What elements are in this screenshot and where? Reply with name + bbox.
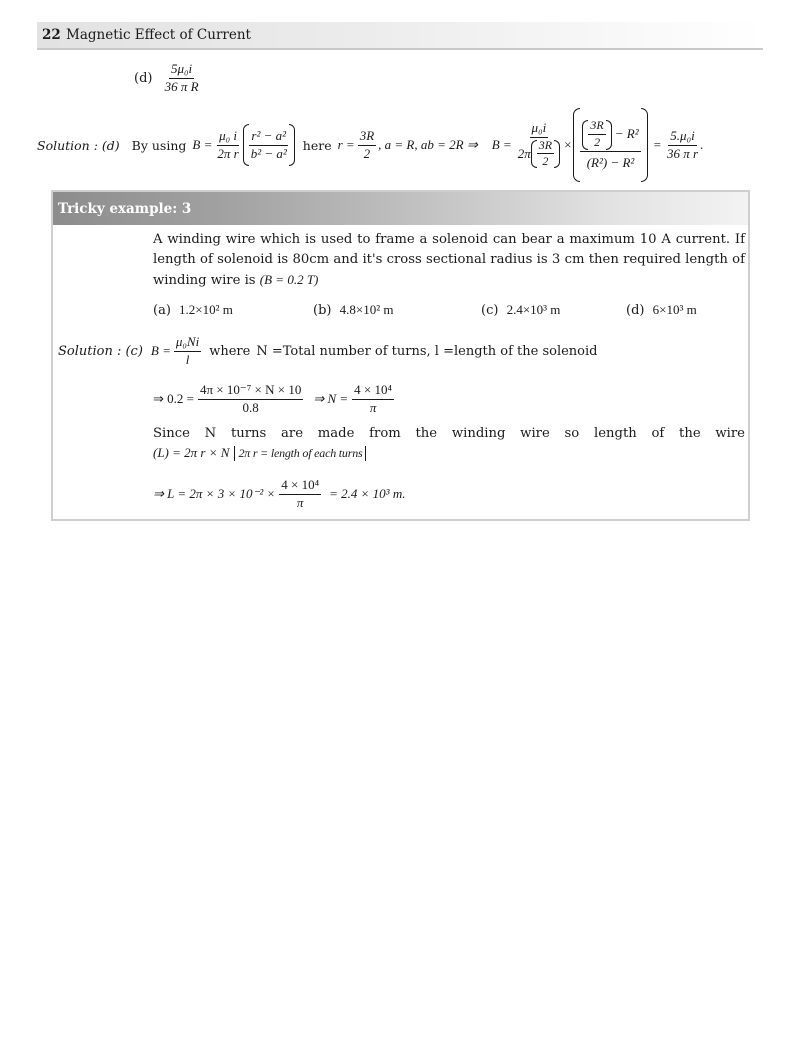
fraction-N [352,383,394,416]
fraction-numerator: 4π × 10⁻⁷ × N × 10 [198,383,303,400]
option-value: 6×10³ m [652,302,697,317]
fraction-numerator: 3R [358,129,376,146]
fraction-r2-a2 [249,129,289,162]
previous-option-d [134,62,201,95]
fraction-numerator: 5μ₀i [169,62,194,79]
step-1-lhs: ⇒ 0.2 = [153,391,194,406]
fraction-denominator: 2π r [217,145,239,161]
page-title: Magnetic Effect of Current [66,27,251,43]
where-text: where [209,343,251,359]
solution-line [37,107,703,183]
option-label: (c) [481,303,499,318]
period: . [700,137,704,152]
fraction-denominator: 2 [363,145,371,161]
right-paren [289,124,295,166]
right-brace [641,108,648,182]
fraction-numerator: 5.μ₀i [668,129,696,146]
here-text: here [302,137,332,153]
fraction-mu-N-i-over-l [174,335,201,368]
option-label: (a) [153,303,171,318]
tricky-example-title: Tricky example: 3 [58,201,192,217]
fraction-denominator: 36 π R [164,78,199,94]
tricky-solution-line [58,331,597,371]
option-label: (d) [134,70,153,86]
right-paren [554,140,560,168]
tricky-example-header [53,192,748,225]
step-2-result: = 2.4 × 10³ m. [329,486,406,501]
fraction-mu-over-2pir [215,129,240,162]
fraction-numerator [580,119,640,152]
times-sign: × [564,137,572,152]
page-header [37,22,763,50]
solution-label: Solution : (c) [58,343,143,359]
math-B-eq: B = [192,137,213,152]
fraction-numerator: μ₀Ni [174,335,201,352]
fraction-denominator: b² − a² [250,145,287,161]
fraction [163,62,201,95]
solution-label: Solution : (d) [37,137,120,153]
right-paren [606,120,612,150]
option-value: 1.2×10² m [179,302,233,317]
fraction-numerator: r² − a² [249,129,288,146]
length-formula [153,445,366,461]
step-1-N-eq: ⇒ N = [313,391,349,406]
fraction-denominator: (R²) − R² [586,154,635,170]
fraction-denominator: π [296,494,304,510]
fraction-denominator [516,138,562,170]
bracket-note: 2π r = length of each turns [234,446,366,461]
question-line-2: length of solenoid is 80cm and it's cross sectional radius is 3 cm then required length of [153,252,745,267]
fraction-result [665,129,700,162]
math-B-eq-2: B = [491,137,512,152]
fraction-mu-over-2pi-3R2 [516,121,562,170]
option-value: 4.8×10² m [339,302,394,317]
left-brace [573,108,580,182]
question-text: winding wire is [153,273,256,288]
by-using-text: By using [131,137,187,153]
fraction-numerator: 3R [537,139,554,155]
fraction-denominator: π [369,399,377,415]
page-number: 22 [42,27,61,43]
question-line-3 [153,270,318,291]
equals-sign: = [653,137,661,152]
fraction-numerator: 4 × 10⁴ [279,478,321,495]
fraction-numerator: 3R [588,119,605,135]
fraction-denominator: 2 [542,154,549,169]
option-c [481,302,560,318]
where-definition: N =Total number of turns, l =length of the solenoid [256,343,598,359]
fraction-denominator: 0.8 [242,399,259,415]
fraction-numerator: μ₀i [530,121,549,138]
option-value: 2.4×10³ m [506,302,561,317]
fraction-big [580,119,640,171]
fraction-denominator: 36 π r [666,145,699,161]
option-d [626,302,697,318]
minus-R-squared: − R² [614,126,639,142]
option-b [313,302,393,318]
since-line: Since N turns are made from the winding wire so length of the wire [153,426,745,441]
step-2 [153,474,405,514]
fraction-denominator: 2 [594,135,601,150]
step-2-lhs: ⇒ L = 2π × 3 × 10⁻² × [153,486,276,501]
fraction-3R-over-2-num [588,119,605,150]
question-condition: (B = 0.2 T) [259,272,319,287]
fraction-step-2 [279,478,321,511]
fraction-3R-over-2-inner [537,139,554,170]
fraction-3R-over-2 [358,129,376,162]
option-a [153,302,233,318]
fraction-denominator: l [185,351,190,367]
option-label: (b) [313,303,332,318]
fraction-numerator: 4 × 10⁴ [352,383,394,400]
tricky-example-box [51,190,750,521]
two-pi: 2π [517,145,531,161]
math-conditions: , a = R, ab = 2R ⇒ [378,137,478,152]
formula-text: (L) = 2π r × N [153,445,230,460]
math-B-eq: B = [150,343,171,358]
question-line-1: A winding wire which is used to frame a solenoid can bear a maximum 10 A current. If [153,232,745,247]
fraction-numerator: μ₀ i [217,129,239,146]
fraction-step-1 [198,383,303,416]
step-1 [153,378,394,420]
option-label: (d) [626,303,645,318]
math-r-eq: r = [337,137,355,152]
